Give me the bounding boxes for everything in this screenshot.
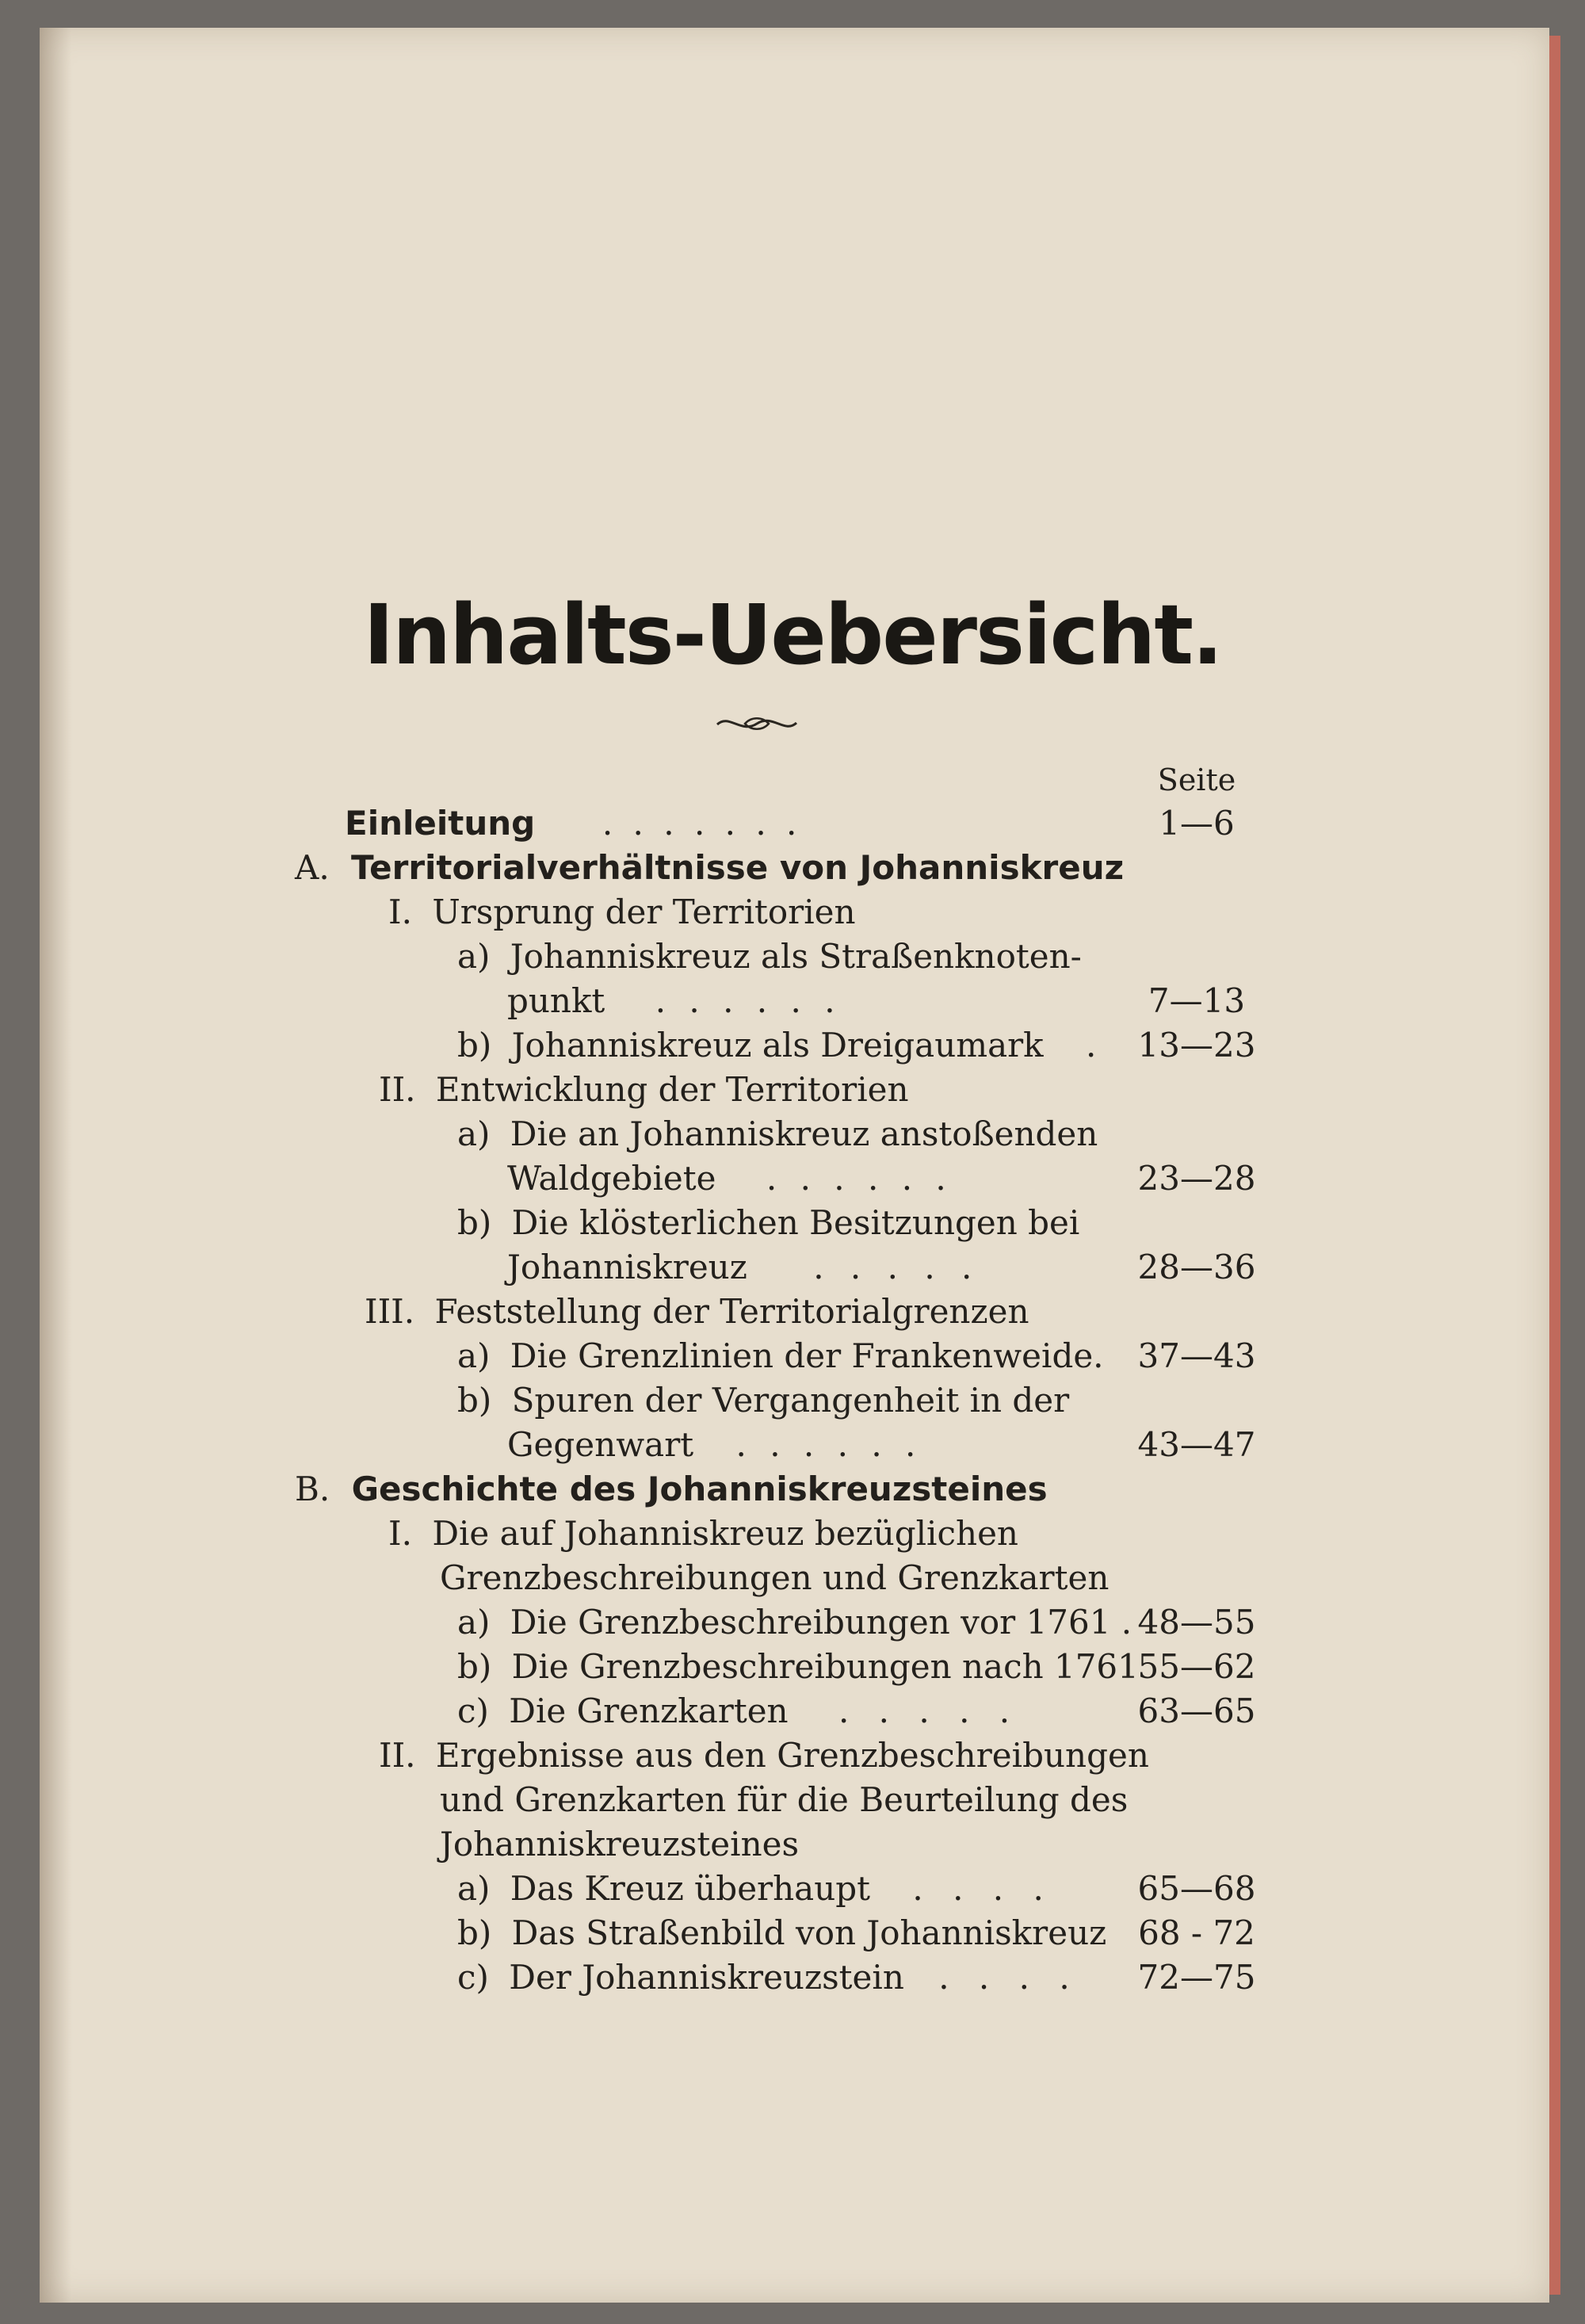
toc-label: Ergebnisse aus den Grenzbeschreibungen [435,1736,1149,1775]
page-title: Inhalts-Uebersicht. [363,587,1222,683]
toc-item [457,1910,1106,1956]
toc-item [457,1022,1096,1068]
toc-subsection-continuation [440,1777,1128,1823]
toc-dots: . [1086,1026,1097,1065]
toc-label: Die auf Johanniskreuz bezüglichen [432,1514,1018,1553]
toc-page: 28—36 [1137,1248,1256,1286]
toc-label: Johanniskreuz als Dreigaumark [511,1026,1044,1065]
toc-label: punkt [507,981,605,1020]
toc-subsection [388,889,856,935]
toc-marker: a) [457,1869,491,1908]
toc-marker: A. [295,848,330,887]
toc-page: 72—75 [1137,1958,1256,1997]
toc-label: Das Straßenbild von Johanniskreuz [511,1913,1107,1952]
toc-entry-einleitung [345,801,801,847]
toc-page: 68 - 72 [1138,1913,1255,1952]
toc-dots: . . . . . . [655,981,842,1020]
toc-item [457,1955,1079,2001]
toc-label: Die Grenzbeschreibungen nach 1761 [511,1647,1139,1686]
toc-page: 23—28 [1137,1159,1256,1198]
toc-item-continuation [507,1422,922,1468]
toc-marker: b) [457,1026,492,1065]
toc-item [457,1866,1053,1912]
toc-dots: . . . . . [838,1691,1020,1730]
toc-page: 1—6 [1159,804,1235,843]
toc-marker: I. [388,1514,412,1553]
toc-label: Johanniskreuzsteines [440,1825,800,1863]
toc-label: Grenzbeschreibungen und Grenzkarten [440,1558,1110,1597]
toc-label: Die Grenzlinien der Frankenweide. [510,1336,1104,1375]
toc-subsection [379,1733,1149,1779]
toc-item-continuation [507,1244,980,1290]
toc-label: Das Kreuz überhaupt [510,1869,871,1908]
toc-marker: b) [457,1203,492,1242]
toc-marker: b) [457,1381,492,1420]
toc-marker: a) [457,1114,491,1153]
toc-page: 55—62 [1137,1647,1256,1686]
toc-label: Die Grenzbeschreibungen vor 1761 . [510,1603,1132,1642]
toc-subsection-continuation [440,1555,1109,1601]
toc-subsection-continuation [440,1821,799,1867]
toc-label: Spuren der Vergangenheit in der [511,1381,1070,1420]
toc-page: 65—68 [1137,1869,1256,1908]
toc-marker: a) [457,1336,491,1375]
toc-page: 43—47 [1137,1425,1256,1464]
toc-marker: b) [457,1913,492,1952]
toc-item [457,1111,1098,1157]
toc-label: Der Johanniskreuzstein [509,1958,904,1997]
toc-label: Johanniskreuz [507,1248,747,1286]
toc-label: Gegenwart [507,1425,694,1464]
toc-dots: . . . . . . [766,1159,953,1198]
toc-marker: II. [379,1736,416,1775]
toc-page: 37—43 [1137,1336,1256,1375]
toc-section-b [295,1466,1048,1512]
toc-marker: c) [457,1958,489,1997]
toc-label: Einleitung [345,804,536,843]
page-column-header: Seite [1157,763,1236,797]
toc-page: 63—65 [1137,1691,1256,1730]
toc-label: Johanniskreuz als Straßenknoten- [510,937,1082,976]
toc-marker: a) [457,937,491,976]
toc-marker: B. [295,1470,330,1508]
toc-label: Waldgebiete [507,1159,716,1198]
toc-subsection [365,1289,1029,1335]
toc-item [457,1378,1069,1424]
toc-subsection [388,1511,1018,1557]
spine-shadow [40,28,71,2303]
toc-dots: . . . . . . . [602,804,802,843]
toc-item [457,1644,1139,1690]
toc-dots: . . . . [912,1869,1053,1908]
toc-item [457,1688,1019,1734]
toc-section-title: Territorialverhältnisse von Johanniskreuz [351,848,1125,887]
toc-page: 7—13 [1148,981,1246,1020]
toc-item [457,1600,1132,1646]
toc-marker: II. [379,1070,416,1109]
toc-subsection [379,1067,909,1113]
toc-section-title: Geschichte des Johanniskreuzsteines [351,1470,1048,1508]
toc-label: Die Grenzkarten [509,1691,789,1730]
toc-dots: . . . . . [813,1248,980,1286]
toc-section-a [295,845,1124,891]
toc-marker: I. [388,893,412,931]
toc-label: Ursprung der Territorien [432,893,856,931]
toc-item [457,1200,1079,1246]
cover-edge [1549,36,1560,2295]
toc-marker: b) [457,1647,492,1686]
toc-label: Feststellung der Territorialgrenzen [434,1292,1029,1331]
toc-label: Die an Johanniskreuz anstoßenden [510,1114,1098,1153]
toc-item [457,1333,1104,1379]
toc-label: und Grenzkarten für die Beurteilung des [440,1780,1129,1819]
toc-item [457,934,1082,980]
toc-page: 48—55 [1137,1603,1256,1642]
toc-label: Die klösterlichen Besitzungen bei [511,1203,1080,1242]
toc-item-continuation [507,978,842,1024]
toc-label: Entwicklung der Territorien [435,1070,909,1109]
toc-dots: . . . . . . [735,1425,922,1464]
toc-item-continuation [507,1156,953,1202]
toc-marker: III. [365,1292,415,1331]
toc-marker: c) [457,1691,489,1730]
toc-marker: a) [457,1603,491,1642]
toc-dots: . . . . [938,1958,1079,1997]
toc-page: 13—23 [1137,1026,1256,1065]
ornament-icon [713,712,800,736]
